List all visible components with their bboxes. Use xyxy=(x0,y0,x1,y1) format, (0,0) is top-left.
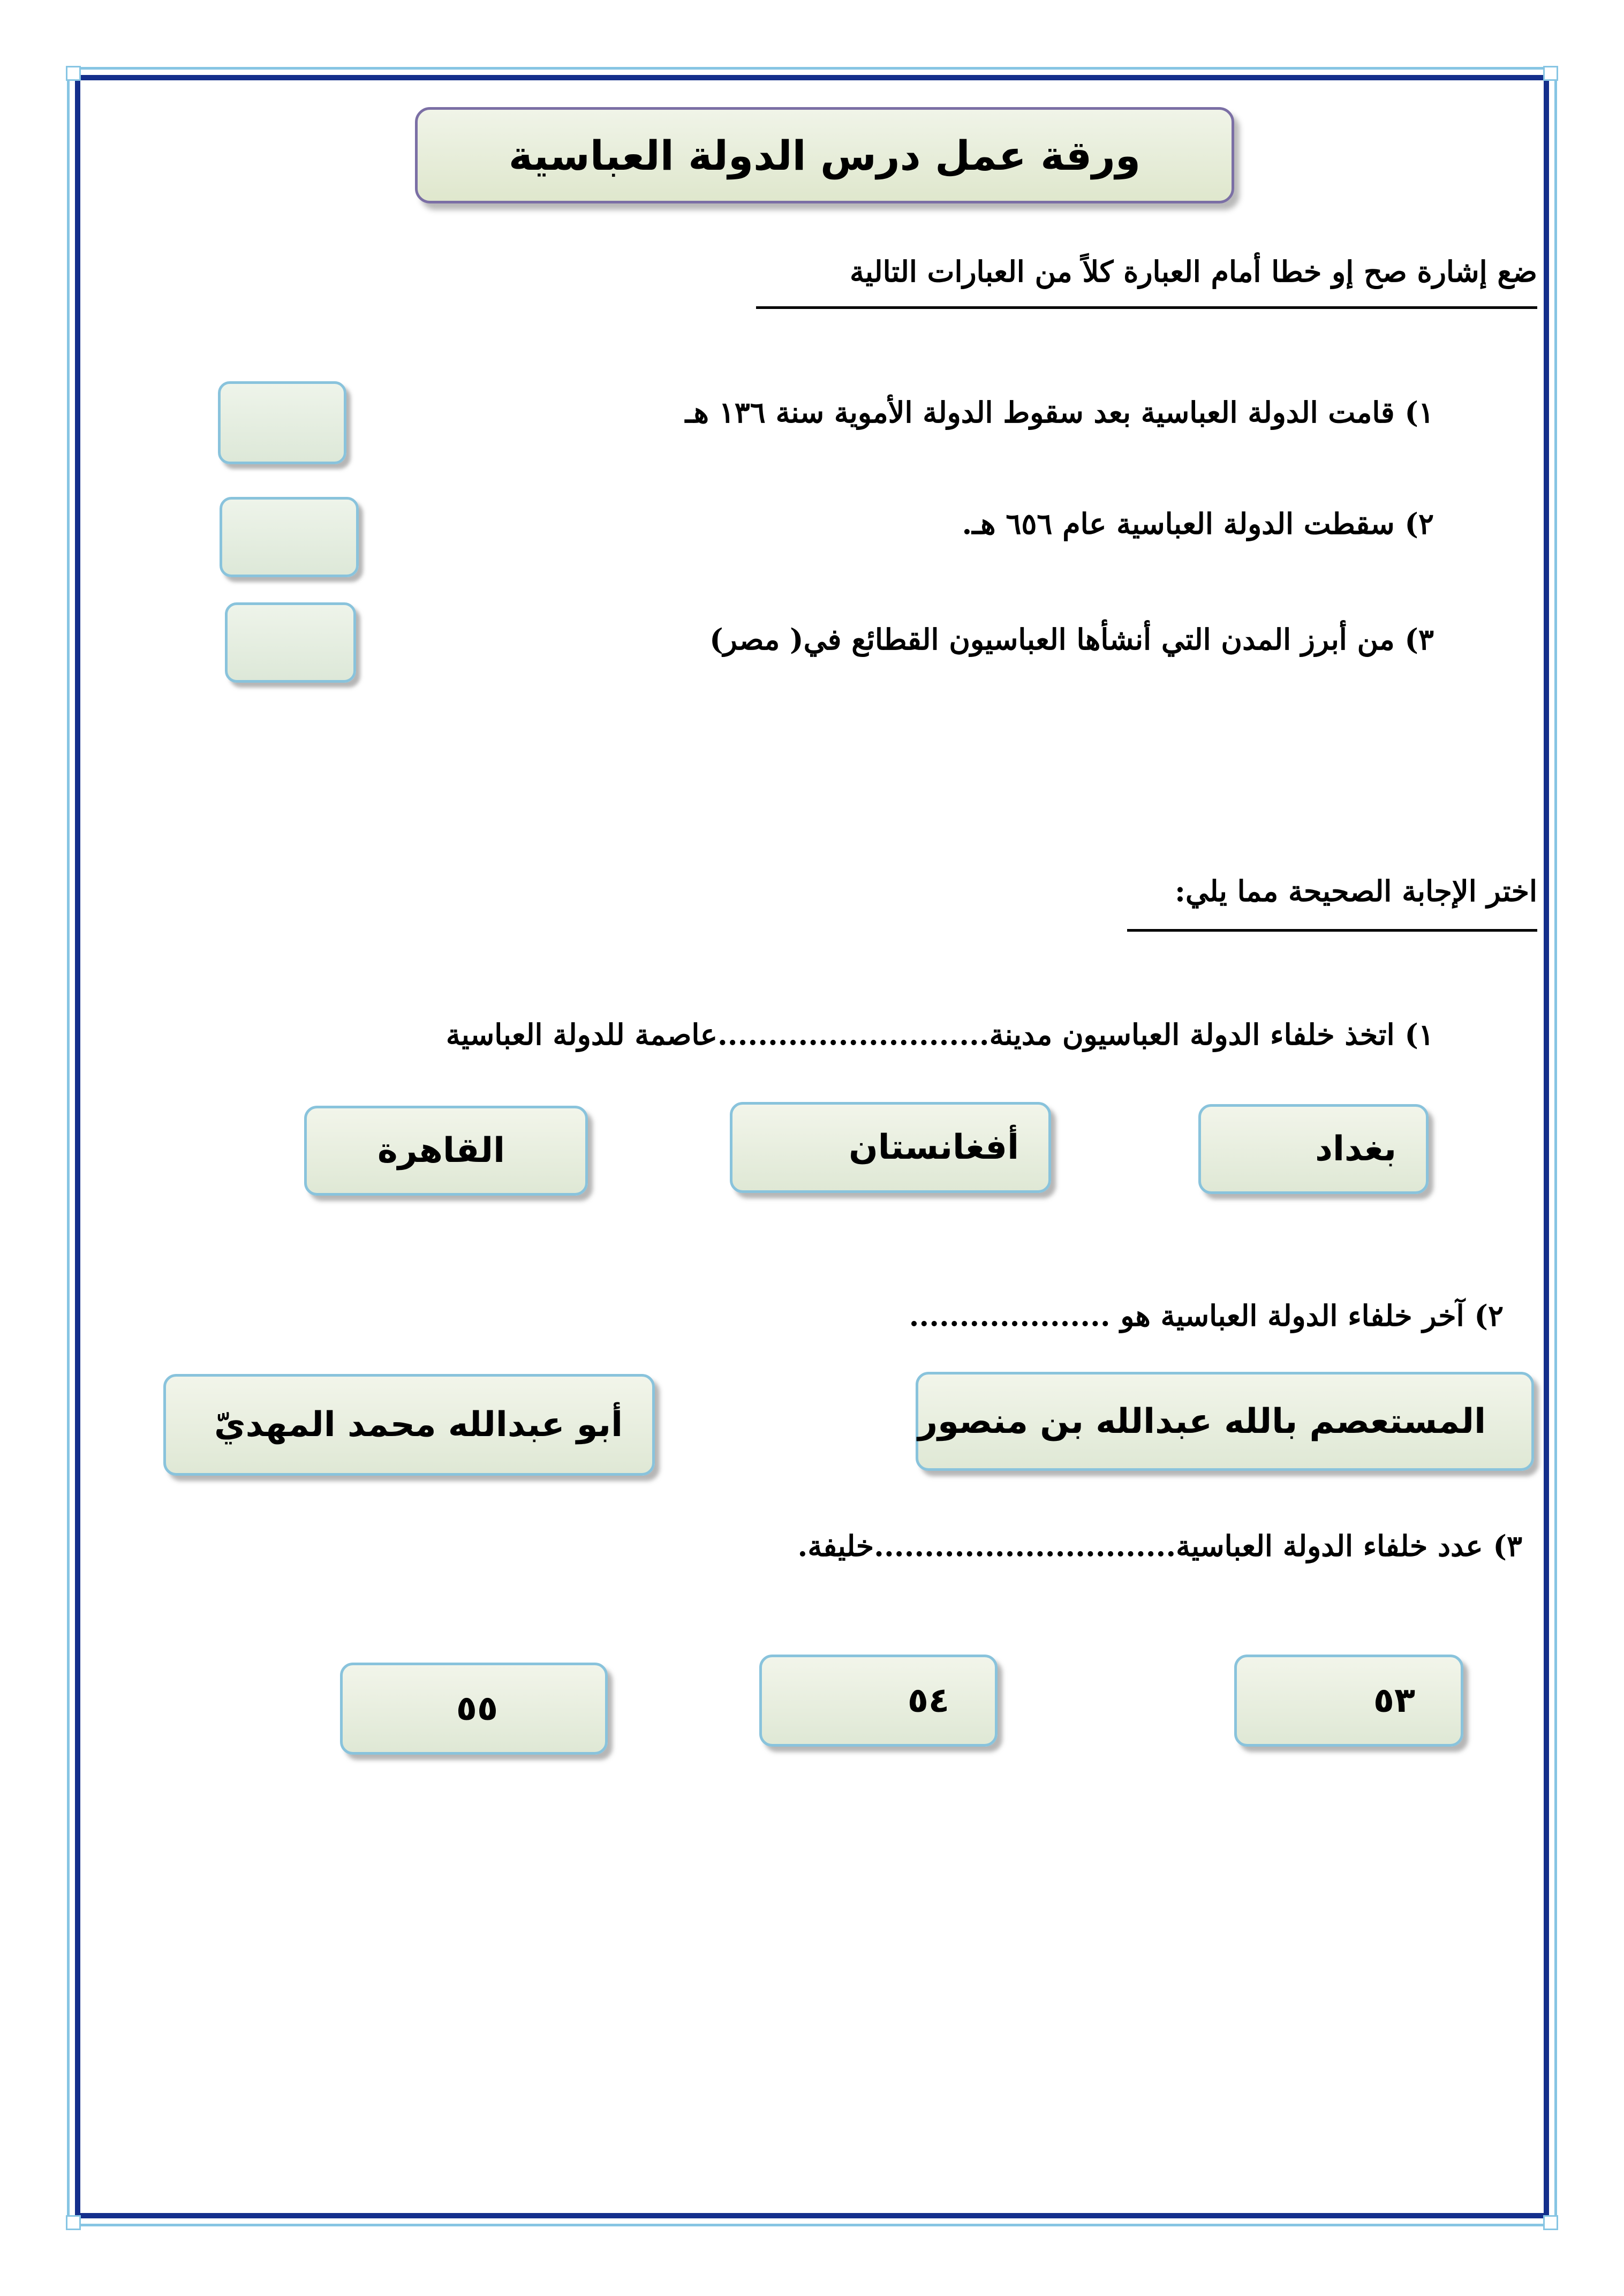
choice-label: أفغانستان xyxy=(849,1128,1019,1167)
choice-54[interactable] xyxy=(759,1655,998,1747)
instruction-underline xyxy=(1127,929,1537,932)
choice-mustasim[interactable] xyxy=(916,1372,1534,1471)
choice-afghanistan[interactable] xyxy=(730,1102,1051,1193)
statement-1: ١) قامت الدولة العباسية بعد سقوط الدولة الأموية سنة ١٣٦ هـ xyxy=(685,395,1434,429)
true-false-instruction: ضع إشارة صح إو خطا أمام العبارة كلاً من العبارات التالية xyxy=(849,254,1537,289)
corner-ornament xyxy=(1543,66,1558,81)
worksheet-title-text: ورقة عمل درس الدولة العباسية xyxy=(508,131,1141,179)
statement-3: ٣) من أبرز المدن التي أنشأها العباسيون القطائع في( مصر) xyxy=(709,622,1434,656)
answer-box-1[interactable] xyxy=(218,381,346,464)
answer-box-2[interactable] xyxy=(220,497,359,577)
choice-cairo[interactable] xyxy=(304,1106,588,1196)
instruction-underline xyxy=(756,306,1537,309)
choice-label: ٥٣ xyxy=(1373,1681,1415,1720)
choice-mahdi[interactable] xyxy=(163,1374,655,1476)
question-3: ٣) عدد خلفاء الدولة العباسية..............................خليفة. xyxy=(797,1529,1522,1563)
choice-53[interactable] xyxy=(1234,1655,1463,1747)
choice-label: ٥٥ xyxy=(456,1689,498,1728)
choice-label: ٥٤ xyxy=(907,1681,949,1720)
answer-box-3[interactable] xyxy=(225,602,356,683)
choice-label: المستعصم بالله عبدالله بن منصور xyxy=(918,1401,1486,1441)
corner-ornament xyxy=(66,2215,81,2230)
choice-55[interactable] xyxy=(340,1663,608,1755)
question-2: ٢) آخر خلفاء الدولة العباسية هو .................... xyxy=(909,1298,1504,1333)
statement-2: ٢) سقطت الدولة العباسية عام ٦٥٦ هـ. xyxy=(962,507,1434,541)
corner-ornament xyxy=(66,66,81,81)
choice-label: أبو عبدالله محمد المهديّ xyxy=(214,1405,623,1445)
corner-ornament xyxy=(1543,2215,1558,2230)
multiple-choice-instruction: اختر الإجابة الصحيحة مما يلي: xyxy=(1175,874,1537,908)
choice-baghdad[interactable] xyxy=(1198,1104,1429,1194)
choice-label: بغداد xyxy=(1315,1129,1396,1169)
question-1: ١) اتخذ خلفاء الدولة العباسيون مدينة...........................عاصمة للدولة العباسية xyxy=(445,1017,1434,1052)
worksheet-title xyxy=(415,107,1234,203)
choice-label: القاهرة xyxy=(377,1131,505,1170)
